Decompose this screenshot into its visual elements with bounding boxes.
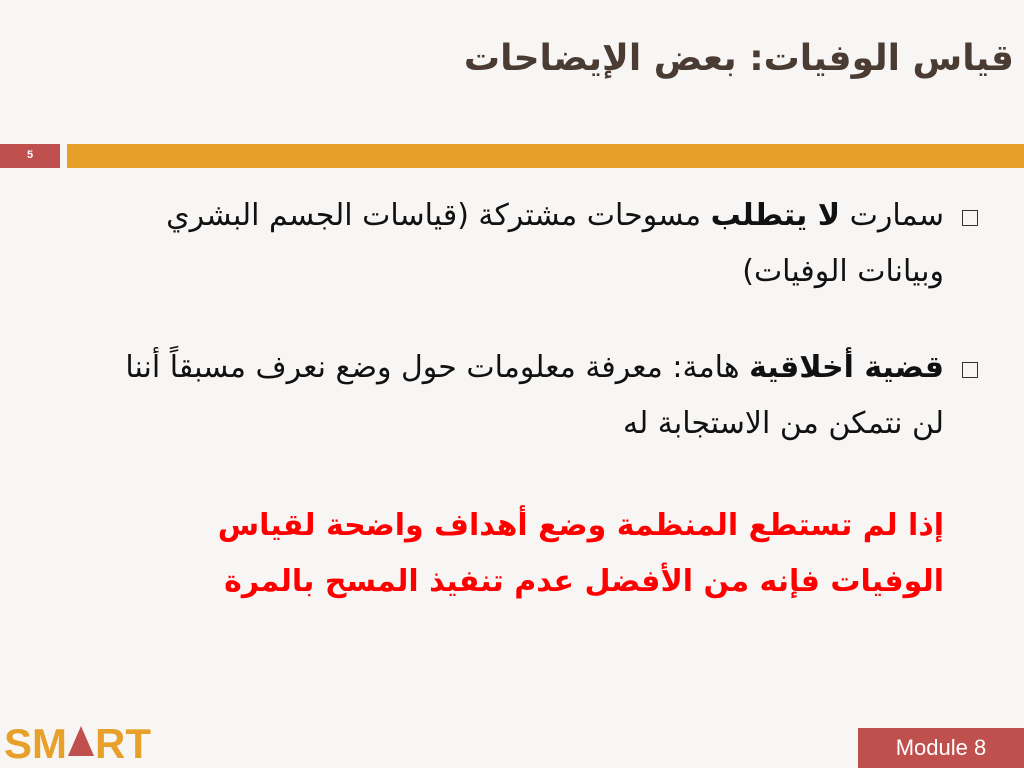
bullet-square-icon — [962, 362, 978, 378]
slide-content — [99, 188, 944, 610]
triangle-a-icon — [68, 726, 94, 756]
bullet-item — [99, 340, 944, 452]
bullet-square-icon — [962, 210, 978, 226]
highlight-statement: إذا لم تستطع المنظمة وضع أهداف واضحة لقياس الوفيات فإنه من الأفضل عدم تنفيذ المسح بالمرة — [217, 508, 944, 599]
bullet-bold-text: قضية أخلاقية — [749, 350, 944, 385]
bullet-text: سمارت — [840, 198, 944, 233]
bullet-text: مسوحات مشتركة (قياسات الجسم البشري وبيانات الوفيات) — [166, 198, 944, 289]
title-divider-bar — [67, 144, 1024, 168]
smart-logo — [4, 720, 172, 768]
bullet-text: هامة: معرفة معلومات حول وضع نعرف مسبقاً أننا لن نتمكن من الاستجابة له — [125, 350, 944, 441]
bullet-bold-text: لا يتطلب — [710, 198, 841, 233]
slide-title: قياس الوفيات: بعض الإيضاحات — [463, 38, 1014, 79]
logo-text-right: RT — [95, 720, 151, 767]
logo-text-left: SM — [4, 720, 67, 767]
bullet-item — [99, 188, 944, 300]
module-label: Module 8 — [858, 728, 1024, 768]
slide-number: 5 — [0, 144, 60, 168]
